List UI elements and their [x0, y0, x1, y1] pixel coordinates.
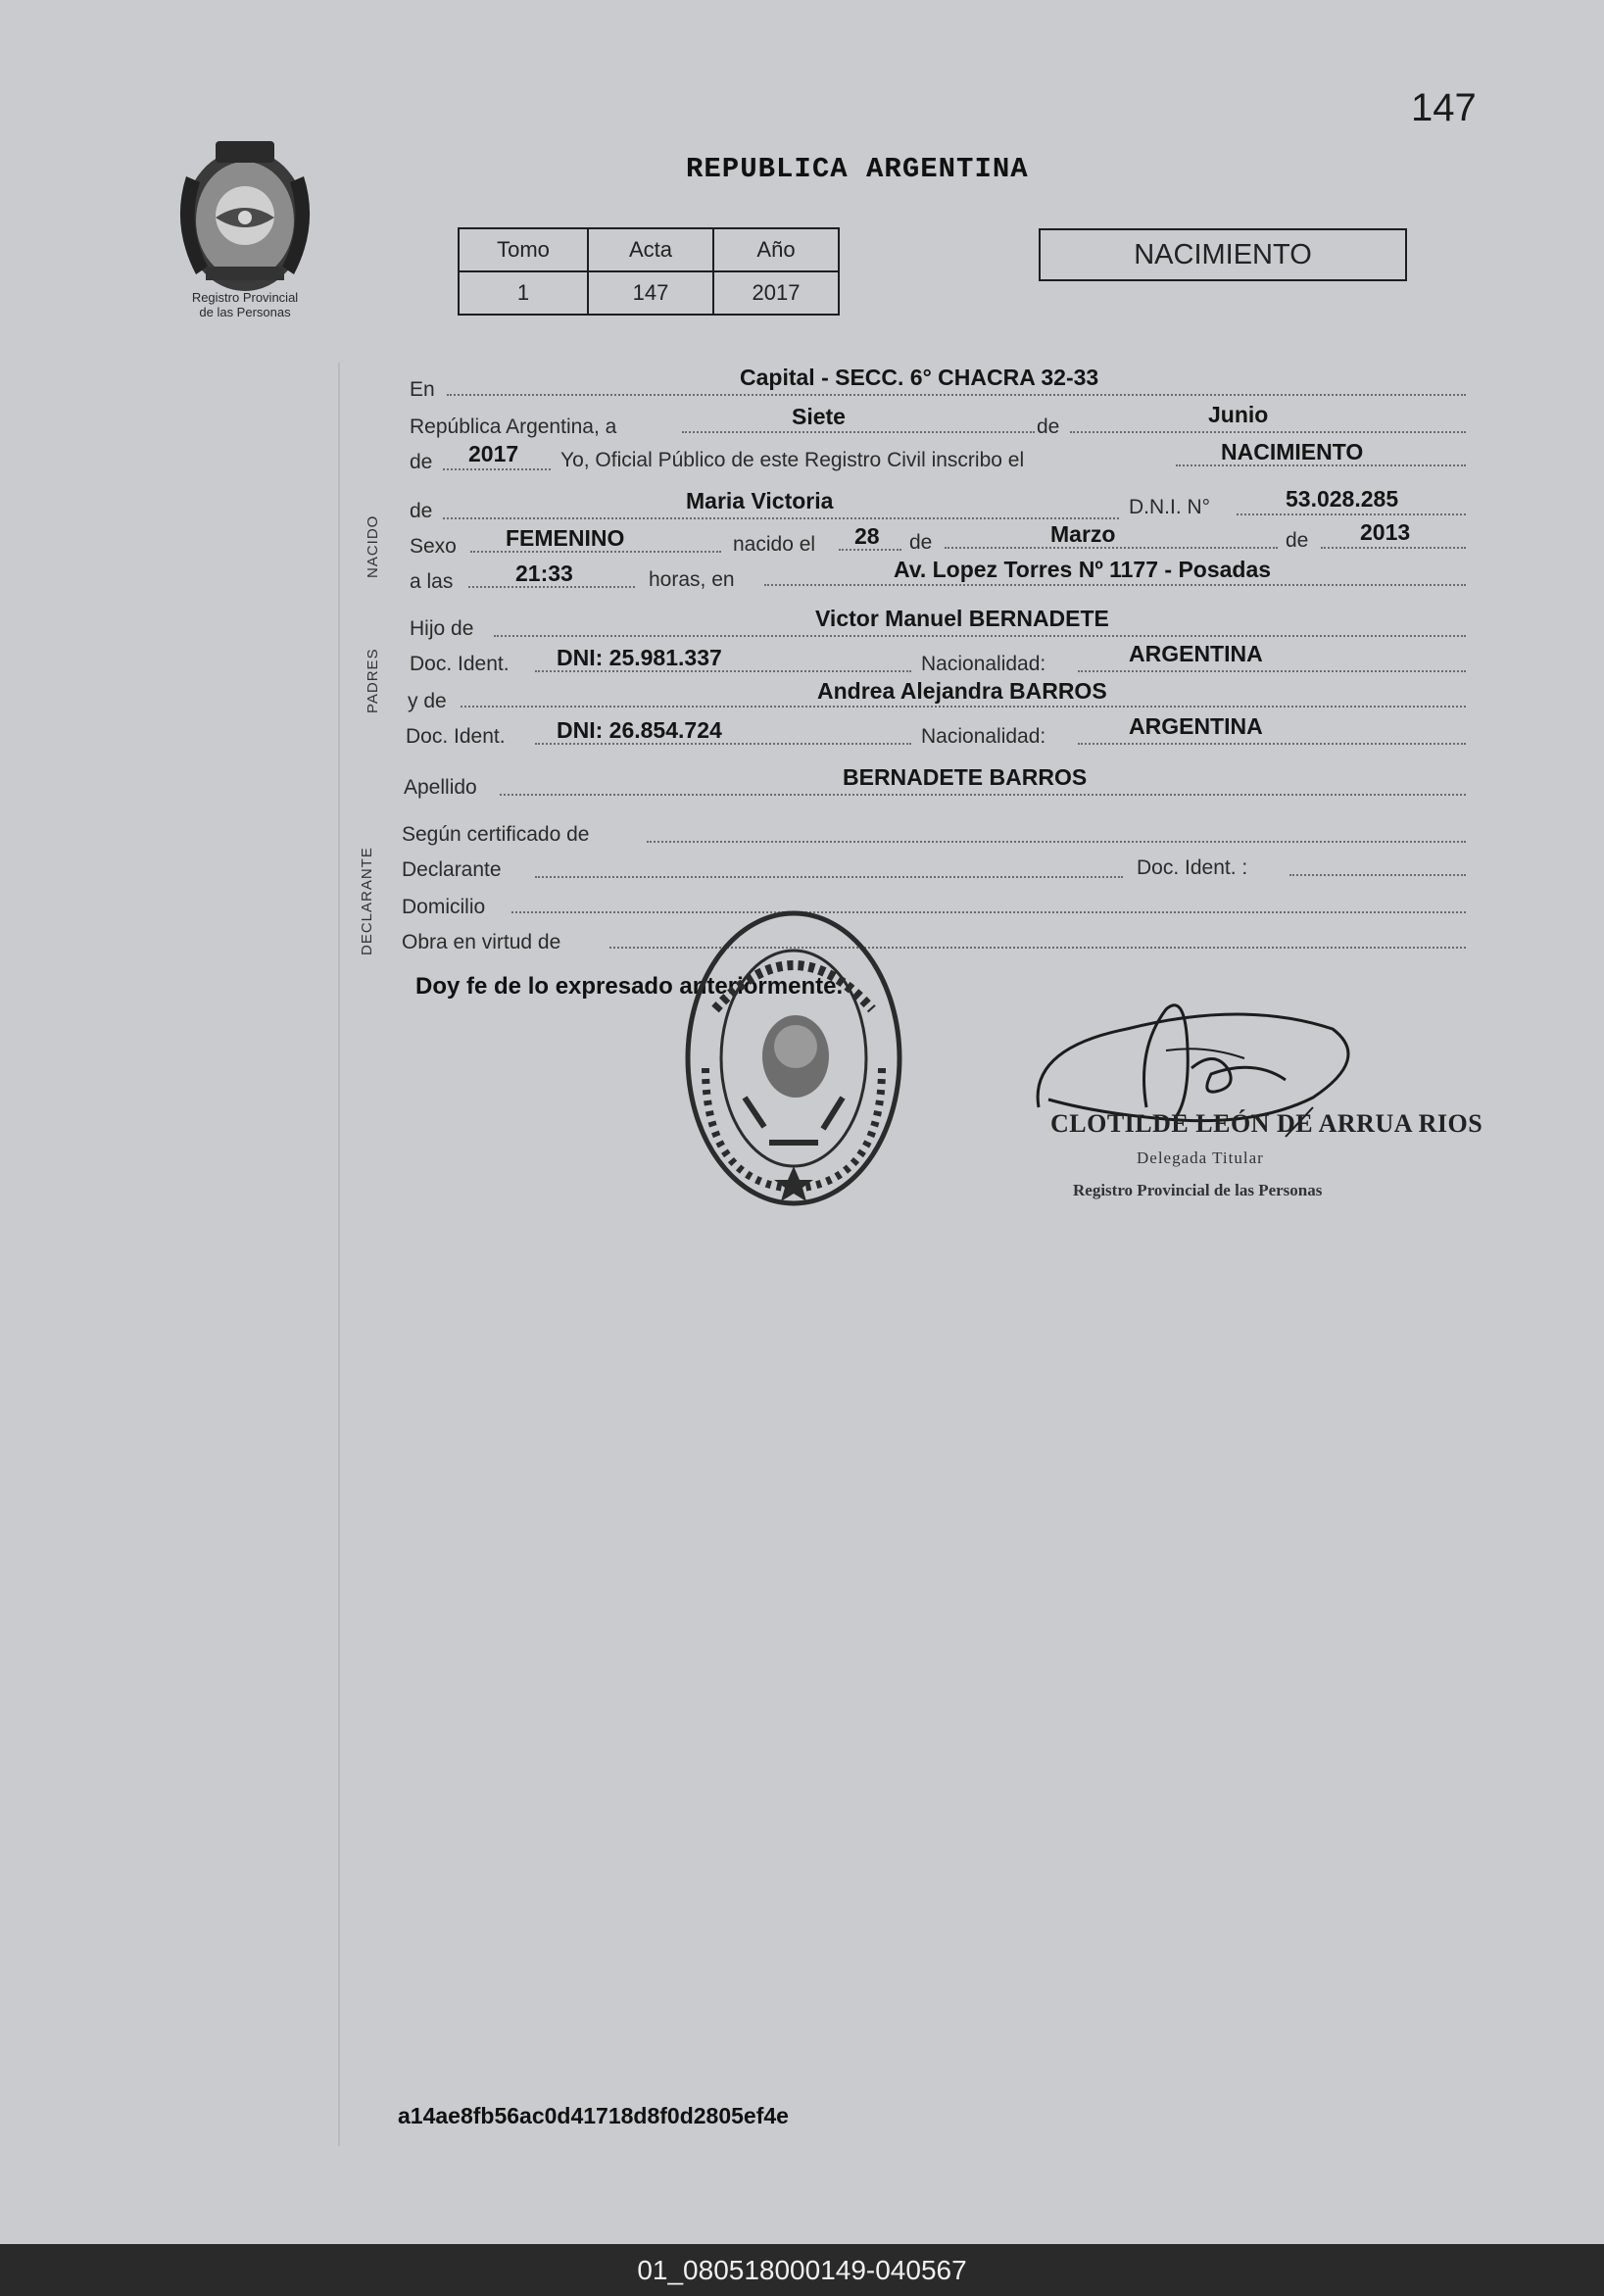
dni-value: 53.028.285 — [1286, 486, 1399, 512]
file-id-footer: 01_080518000149-040567 — [637, 2255, 967, 2285]
birth-day-value: 28 — [854, 523, 880, 549]
doc-ident-colon-label: Doc. Ident. : — [1137, 856, 1248, 879]
registry-name-line2: de las Personas — [199, 305, 291, 319]
tomo-header: Tomo — [459, 228, 588, 271]
page-number: 147 — [1411, 86, 1477, 129]
birth-month-value: Marzo — [1050, 521, 1116, 547]
acta-header: Acta — [588, 228, 713, 271]
dni-label: D.N.I. N° — [1129, 496, 1211, 518]
obra-label: Obra en virtud de — [402, 931, 561, 953]
signer-name: CLOTILDE LEÓN DE ARRUA RIOS — [1050, 1109, 1483, 1138]
record-table-header-row — [459, 228, 839, 271]
place-value: Capital - SECC. 6° CHACRA 32-33 — [740, 365, 1099, 390]
dotted-line — [443, 468, 551, 470]
surname-value: BERNADETE BARROS — [843, 764, 1088, 790]
alas-label: a las — [410, 570, 454, 593]
dotted-line — [1237, 513, 1466, 515]
dotted-line — [682, 431, 1035, 433]
apellido-label: Apellido — [404, 776, 477, 799]
name-value: Maria Victoria — [686, 488, 834, 513]
dotted-line — [500, 794, 1466, 796]
registry-name — [147, 290, 343, 319]
birth-time-value: 21:33 — [515, 561, 573, 586]
document-hash-code: a14ae8fb56ac0d41718d8f0d2805ef4e — [398, 2103, 789, 2128]
father-nationality-value: ARGENTINA — [1129, 641, 1263, 666]
dotted-line — [764, 584, 1466, 586]
dotted-line — [494, 635, 1466, 637]
dotted-line — [461, 706, 1466, 708]
dotted-line — [1289, 874, 1466, 876]
de-label: de — [410, 500, 433, 522]
father-name-value: Victor Manuel BERNADETE — [815, 606, 1109, 631]
sexo-label: Sexo — [410, 535, 457, 558]
closing-statement: Doy fe de lo expresado anteriormente. — [415, 973, 844, 1000]
acta-value: 147 — [588, 271, 713, 315]
de-label: de — [1286, 529, 1309, 552]
year-value: 2017 — [468, 441, 519, 466]
dotted-line — [1078, 670, 1466, 672]
side-label-padres: PADRES — [365, 648, 381, 713]
father-doc-value: DNI: 25.981.337 — [557, 645, 722, 670]
mother-doc-value: DNI: 26.854.724 — [557, 717, 722, 743]
hijo-label: Hijo de — [410, 617, 474, 640]
signer-office: Registro Provincial de las Personas — [1073, 1181, 1323, 1199]
nacionalidad-label: Nacionalidad: — [921, 653, 1046, 675]
record-table-value-row — [459, 271, 839, 315]
yde-label: y de — [408, 690, 447, 712]
officer-text: Yo, Oficial Público de este Registro Civil inscribo el — [560, 449, 1025, 471]
mother-name-value: Andrea Alejandra BARROS — [817, 678, 1107, 704]
doc-label: Doc. Ident. — [410, 653, 510, 675]
de-label: de — [909, 531, 933, 554]
anio-header: Año — [713, 228, 839, 271]
mother-nationality-value: ARGENTINA — [1129, 713, 1263, 739]
official-seal — [676, 902, 911, 1215]
registry-name-line1: Registro Provincial — [191, 290, 299, 305]
dotted-line — [535, 876, 1123, 878]
declarante-label: Declarante — [402, 858, 502, 881]
nacido-label: nacido el — [733, 533, 816, 556]
dotted-line — [1070, 431, 1466, 433]
anio-value: 2017 — [713, 271, 839, 315]
signer-title: Delegada Titular — [1137, 1148, 1264, 1167]
certificado-label: Según certificado de — [402, 823, 590, 846]
tomo-value: 1 — [459, 271, 588, 315]
domicilio-label: Domicilio — [402, 896, 486, 918]
dotted-line — [1321, 547, 1466, 549]
nacionalidad-label: Nacionalidad: — [921, 725, 1046, 748]
birth-year-value: 2013 — [1360, 519, 1411, 545]
horas-label: horas, en — [649, 568, 735, 591]
dotted-line — [447, 394, 1466, 396]
de-label: de — [1037, 415, 1060, 438]
de-label: de — [410, 451, 433, 473]
birth-place-value: Av. Lopez Torres Nº 1177 - Posadas — [894, 557, 1272, 582]
dotted-line — [1078, 743, 1466, 745]
margin-line — [338, 363, 340, 2146]
side-label-declarante: DECLARANTE — [359, 847, 375, 955]
sex-value: FEMENINO — [506, 525, 625, 551]
dotted-line — [647, 841, 1466, 843]
side-label-nacido: NACIDO — [365, 514, 381, 578]
coat-of-arms-logo — [157, 137, 333, 294]
country-title: REPUBLICA ARGENTINA — [686, 153, 1029, 185]
record-table — [458, 227, 840, 316]
en-label: En — [410, 378, 435, 401]
dotted-line — [511, 911, 1466, 913]
republica-label: República Argentina, a — [410, 415, 617, 438]
inscription-type-value: NACIMIENTO — [1221, 439, 1364, 464]
doc-label: Doc. Ident. — [406, 725, 506, 748]
day-words-value: Siete — [792, 404, 846, 429]
dotted-line — [443, 517, 1119, 519]
record-type-box: NACIMIENTO — [1039, 228, 1407, 281]
month-value: Junio — [1208, 402, 1269, 427]
